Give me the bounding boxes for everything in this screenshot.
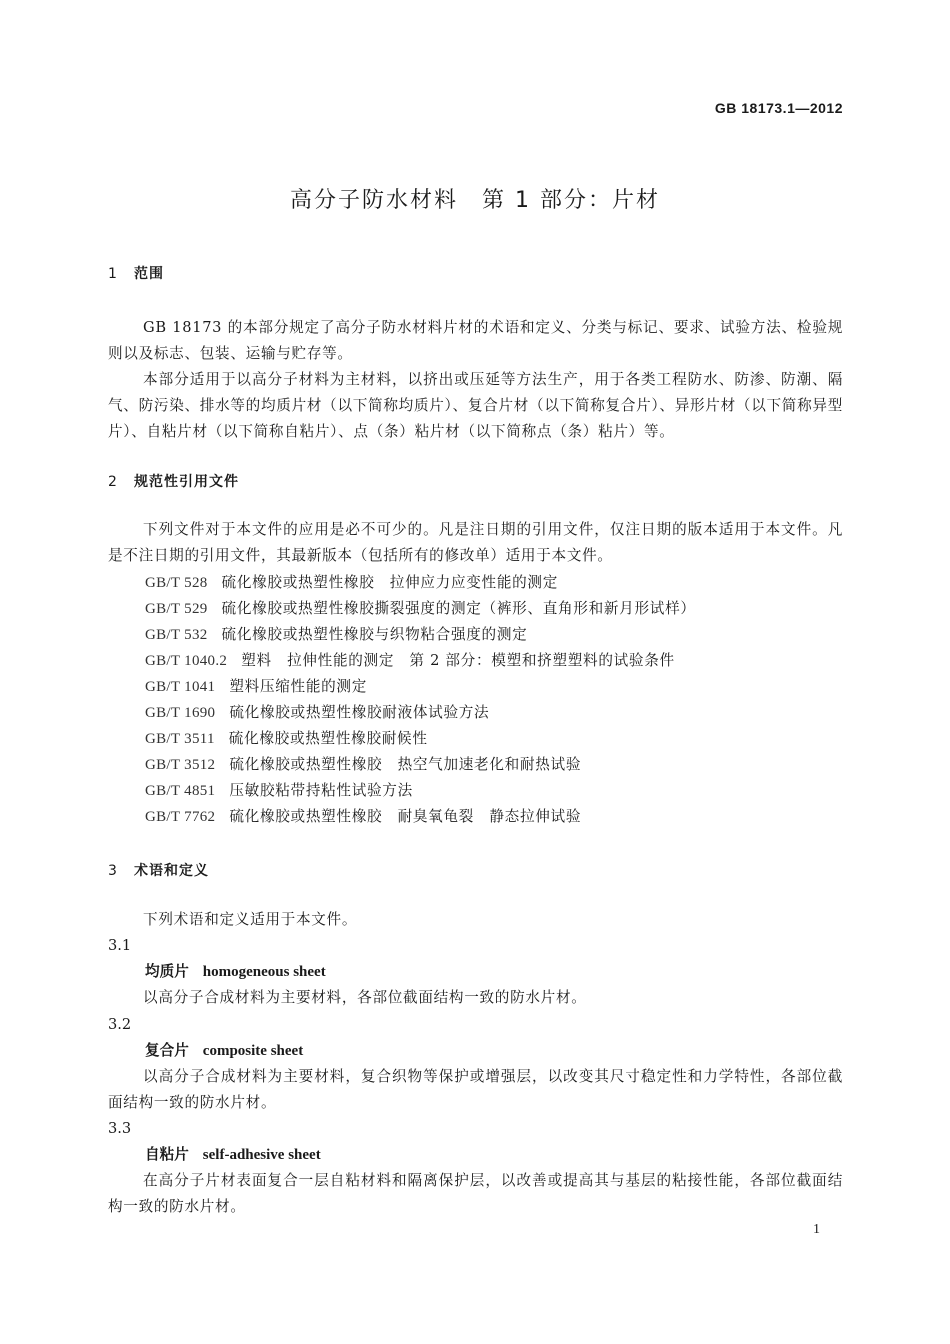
- section-heading-scope: [108, 263, 164, 283]
- section-heading-terms: [108, 860, 209, 880]
- reference-item: [145, 648, 675, 674]
- reference-title: 压敏胶粘带持粘性试验方法: [229, 782, 413, 799]
- reference-code: GB/T 1041: [145, 679, 216, 695]
- paragraph: GB 18173 的本部分规定了高分子防水材料片材的术语和定义、分类与标记、要求、试验方法、检验规则以及标志、包装、运输与贮存等。: [108, 319, 843, 362]
- term-zh: 复合片: [145, 1042, 189, 1059]
- reference-code: GB/T 528: [145, 575, 208, 591]
- reference-title: 硫化橡胶或热塑性橡胶 耐臭氧龟裂 静态拉伸试验: [229, 808, 582, 825]
- section-title: 规范性引用文件: [134, 474, 239, 490]
- reference-code: GB/T 1040.2: [145, 653, 228, 669]
- term-en: homogeneous sheet: [202, 964, 326, 980]
- term-definition: 以高分子合成材料为主要材料，复合织物等保护或增强层，以改变其尺寸稳定性和力学特性，各部位截面结构一致的防水片材。: [108, 1068, 843, 1111]
- document-title: 高分子防水材料 第 1 部分：片材: [290, 188, 660, 213]
- term-heading: [145, 1142, 321, 1168]
- term-en: self-adhesive sheet: [202, 1147, 321, 1163]
- reference-title: 硫化橡胶或热塑性橡胶耐候性: [228, 730, 428, 747]
- paragraph: 本部分适用于以高分子材料为主材料，以挤出或压延等方法生产，用于各类工程防水、防渗、防潮、隔气、防污染、排水等的均质片材（以下简称均质片）、复合片材（以下简称复合片）、异形片材（以下简称异型片）、自粘片材（以下简称自粘片）、点（条）粘片材（以下简称点（条）粘片）等。: [108, 371, 843, 440]
- reference-item: [145, 700, 489, 726]
- term-definition: 在高分子片材表面复合一层自粘材料和隔离保护层，以改善或提高其与基层的粘接性能，各部位截面结构一致的防水片材。: [108, 1172, 843, 1215]
- section-number: 2: [108, 474, 118, 490]
- reference-code: GB/T 3511: [145, 731, 215, 747]
- reference-title: 塑料压缩性能的测定: [229, 678, 368, 695]
- term-number: 3.1: [108, 937, 132, 954]
- term-heading: [145, 1038, 303, 1064]
- term-definition: 以高分子合成材料为主要材料，各部位截面结构一致的防水片材。: [143, 989, 587, 1006]
- reference-item: [145, 804, 581, 830]
- reference-item: [145, 596, 696, 622]
- reference-title: 硫化橡胶或热塑性橡胶耐液体试验方法: [229, 704, 490, 721]
- page-number: 1: [813, 1222, 820, 1237]
- reference-title: 硫化橡胶或热塑性橡胶 热空气加速老化和耐热试验: [229, 756, 582, 773]
- section-title: 术语和定义: [134, 863, 209, 879]
- standard-number: GB 18173.1—2012: [714, 100, 843, 116]
- reference-code: GB/T 1690: [145, 705, 216, 721]
- term-zh: 均质片: [145, 963, 189, 980]
- term-en: composite sheet: [202, 1043, 304, 1059]
- reference-item: [145, 752, 581, 778]
- term-number: 3.2: [108, 1016, 132, 1033]
- reference-item: [145, 674, 367, 700]
- paragraph: 下列术语和定义适用于本文件。: [143, 911, 358, 928]
- reference-title: 塑料 拉伸性能的测定 第 2 部分：模塑和挤塑塑料的试验条件: [241, 652, 675, 669]
- section-title: 范围: [134, 266, 164, 282]
- reference-code: GB/T 532: [145, 627, 208, 643]
- reference-title: 硫化橡胶或热塑性橡胶 拉伸应力应变性能的测定: [221, 574, 559, 591]
- reference-code: GB/T 7762: [145, 809, 216, 825]
- reference-code: GB/T 3512: [145, 757, 216, 773]
- term-number: 3.3: [108, 1120, 132, 1137]
- reference-code: GB/T 529: [145, 601, 208, 617]
- reference-title: 硫化橡胶或热塑性橡胶撕裂强度的测定（裤形、直角形和新月形试样）: [221, 600, 696, 617]
- reference-item: [145, 778, 413, 804]
- reference-item: [145, 570, 558, 596]
- term-zh: 自粘片: [145, 1146, 189, 1163]
- section-number: 1: [108, 266, 118, 282]
- reference-item: [145, 622, 527, 648]
- reference-code: GB/T 4851: [145, 783, 216, 799]
- paragraph: 下列文件对于本文件的应用是必不可少的。凡是注日期的引用文件，仅注日期的版本适用于本文件。凡是不注日期的引用文件，其最新版本（包括所有的修改单）适用于本文件。: [108, 521, 843, 564]
- section-heading-normative-references: [108, 471, 239, 491]
- reference-item: [145, 726, 428, 752]
- reference-title: 硫化橡胶或热塑性橡胶与织物粘合强度的测定: [221, 626, 528, 643]
- section-number: 3: [108, 863, 118, 879]
- term-heading: [145, 959, 326, 985]
